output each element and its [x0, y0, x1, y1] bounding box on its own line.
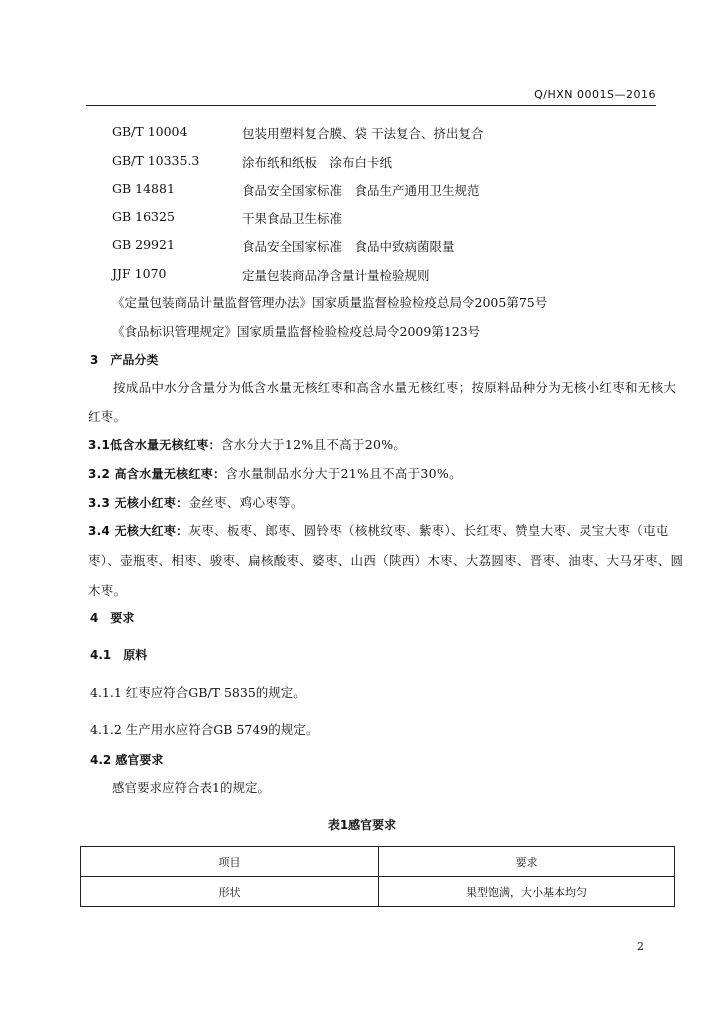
reference-title: 食品安全国家标准 食品中致病菌限量 [242, 239, 455, 254]
classification-item [88, 459, 688, 489]
table-row [81, 877, 675, 907]
classification-lead: 3.4 无核大红枣： [88, 524, 189, 538]
classification-lead: 3.2 高含水量无核红枣： [88, 467, 226, 481]
subsection-text: 感官要求应符合表1的规定。 [112, 780, 270, 795]
regulation-item: 《食品标识管理规定》国家质量监督检验检疫总局令2009第123号 [112, 324, 481, 339]
subsection-heading: 4.1 原料 [90, 648, 148, 662]
classification-text: 金丝枣、鸡心枣等。 [188, 495, 304, 510]
table-header-row [81, 847, 675, 877]
reference-code: GB/T 10335.3 [112, 153, 200, 168]
page-number: 2 [637, 940, 644, 953]
section-heading: 3 产品分类 [90, 353, 159, 367]
requirement-item: 4.1.2 生产用水应符合GB 5749的规定。 [90, 722, 319, 737]
classification-lead: 3.3 无核小红枣： [88, 496, 189, 510]
reference-code: GB 14881 [112, 181, 175, 196]
table-cell: 形状 [81, 877, 379, 907]
table-cell: 果型饱满，大小基本均匀 [379, 877, 675, 907]
table-header-cell: 要求 [379, 847, 675, 877]
reference-title: 干果食品卫生标准 [242, 211, 343, 226]
reference-title: 包装用塑料复合膜、袋 干法复合、挤出复合 [242, 126, 484, 141]
classification-item [88, 488, 688, 518]
classification-text: 灰枣、板枣、郎枣、圆铃枣（核桃纹枣、紫枣）、长红枣、赞皇大枣、灵宝大枣（屯屯枣）、壶瓶枣、相枣、骏枣、扁核酸枣、婆枣、山西（陕西）木枣、大荔圆枣、晋枣、油枣、大马牙枣、圆木枣。 [88, 523, 684, 598]
classification-lead: 3.1低含水量无核红枣： [88, 438, 221, 452]
classification-item [88, 516, 688, 606]
reference-code: JJF 1070 [112, 266, 167, 281]
requirement-item: 4.1.1 红枣应符合GB/T 5835的规定。 [90, 685, 306, 700]
classification-text: 含水分大于12%且不高于20%。 [220, 437, 407, 452]
document-code: Q/HXN 0001S—2016 [534, 88, 656, 101]
header-rule [86, 105, 656, 106]
classification-text: 含水量制品水分大于21%且不高于30%。 [225, 466, 462, 481]
table-caption: 表1感官要求 [327, 818, 397, 832]
reference-code: GB 29921 [112, 237, 175, 252]
sensory-requirements-table [80, 846, 675, 907]
section-heading: 4 要求 [90, 611, 135, 625]
reference-title: 定量包装商品净含量计量检验规则 [242, 268, 430, 283]
classification-item [88, 430, 688, 460]
reference-code: GB/T 10004 [112, 124, 188, 139]
reference-title: 食品安全国家标准 食品生产通用卫生规范 [242, 183, 480, 198]
reference-code: GB 16325 [112, 209, 175, 224]
reference-title: 涂布纸和纸板 涂布白卡纸 [242, 155, 393, 170]
regulation-item: 《定量包装商品计量监督管理办法》国家质量监督检验检疫总局令2005第75号 [112, 295, 548, 310]
table-header-cell: 项目 [81, 847, 379, 877]
subsection-heading: 4.2 感官要求 [90, 753, 164, 767]
section-intro: 按成品中水分含量分为低含水量无核红枣和高含水量无核红枣；按原料品种分为无核小红枣和无核大红枣。 [88, 380, 677, 424]
